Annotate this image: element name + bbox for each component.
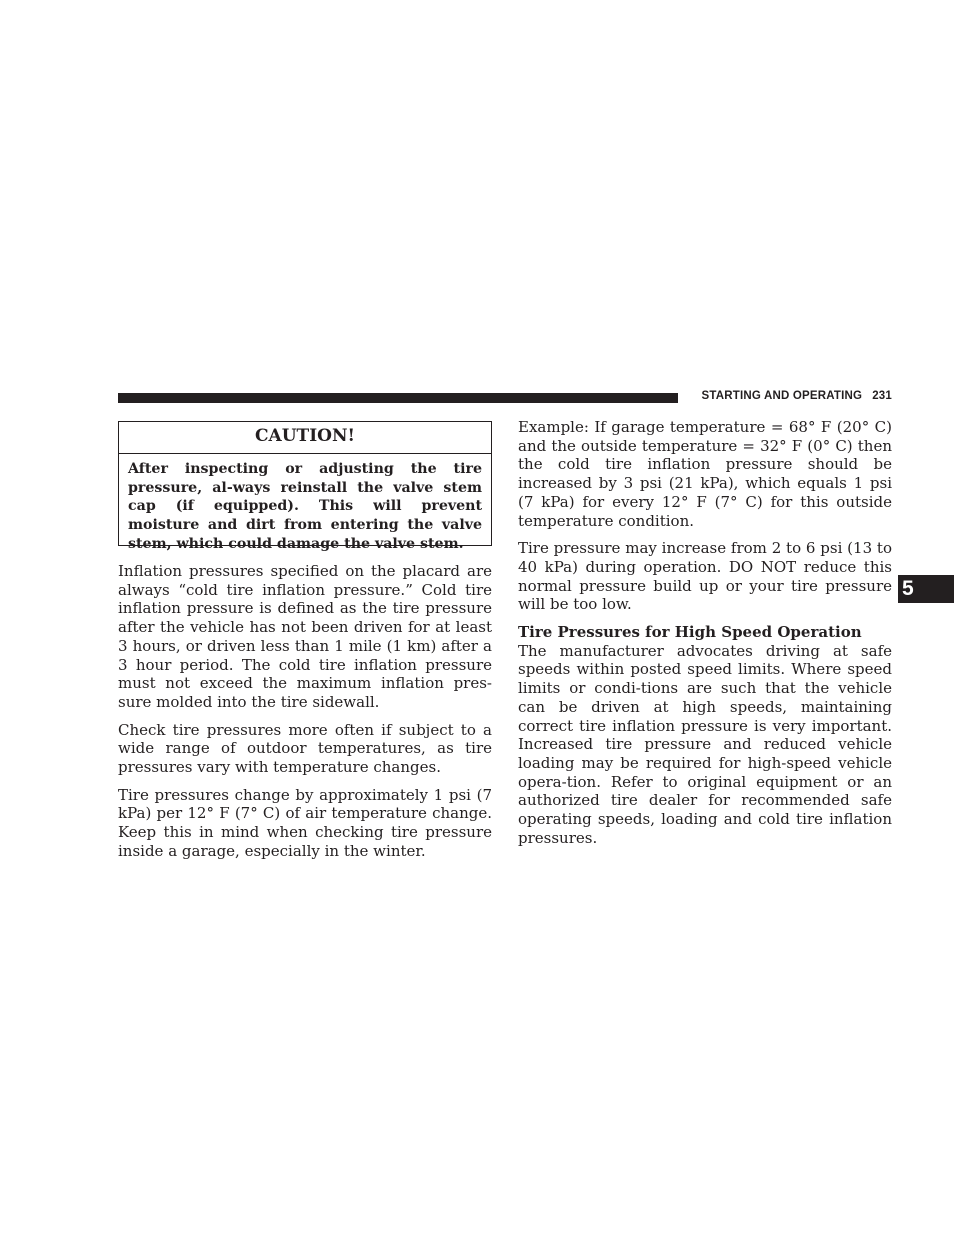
paragraph: Check tire pressures more often if subject to a wide range of outdoor temperatures, as tire pressures vary with temperature changes. xyxy=(118,720,492,777)
paragraph: Example: If garage temperature = 68° F (20° C) and the outside temperature = 32° F (0° C) then the cold tire inflation pressure should be increased by 3 psi (21 kPa), which equals 1 psi (7 kPa) for every 12° F (7° C) for this outside temperature condition. xyxy=(518,418,892,530)
paragraph: Tire pressure may increase from 2 to 6 psi (13 to 40 kPa) during operation. DO NOT reduce this normal pressure build up or your tire pressure will be too low. xyxy=(518,539,892,614)
paragraph: Tire pressures change by approximately 1 psi (7 kPa) per 12° F (7° C) of air temperature change. Keep this in mind when checking tire pressure inside a garage, especially in the winter. xyxy=(118,785,492,860)
page-number: 231 xyxy=(872,390,892,402)
header-rule xyxy=(118,393,678,403)
caution-body: After inspecting or adjusting the tire pressure, al-ways reinstall the valve stem cap (if equipped). This will prevent moisture and dirt from entering the valve stem, which could damage the valve stem. xyxy=(128,461,482,552)
caution-title: CAUTION! xyxy=(119,422,491,454)
right-column xyxy=(518,418,892,856)
paragraph: Inflation pressures specified on the placard are always “cold tire inflation pressure.” Cold tire inflation pressure is defined as the tire pressure after the vehicle has not been driven for at least 3 hours, or driven less than 1 mile (1 km) after a 3 hour period. The cold tire inflation pressure must not exceed the maximum inflation pres-sure molded into the tire sidewall. xyxy=(118,562,492,711)
section-title: STARTING AND OPERATING xyxy=(701,390,863,402)
caution-box xyxy=(118,421,492,552)
running-header xyxy=(688,390,892,402)
paragraph: The manufacturer advocates driving at safe speeds within posted speed limits. Where speed limits or condi-tions are such that the vehicle can be driven at high speeds, maintaining correct tire inflation pressure is very important. Increased tire pressure and reduced vehicle loading may be required for high-speed vehicle opera-tion. Refer to original equipment or an authorized tire dealer for recommended safe operating speeds, loading and cold tire inflation pressures. xyxy=(518,641,892,847)
chapter-tab: 5 xyxy=(898,575,954,603)
section-heading: Tire Pressures for High Speed Operation xyxy=(518,623,862,642)
left-column xyxy=(118,562,492,870)
